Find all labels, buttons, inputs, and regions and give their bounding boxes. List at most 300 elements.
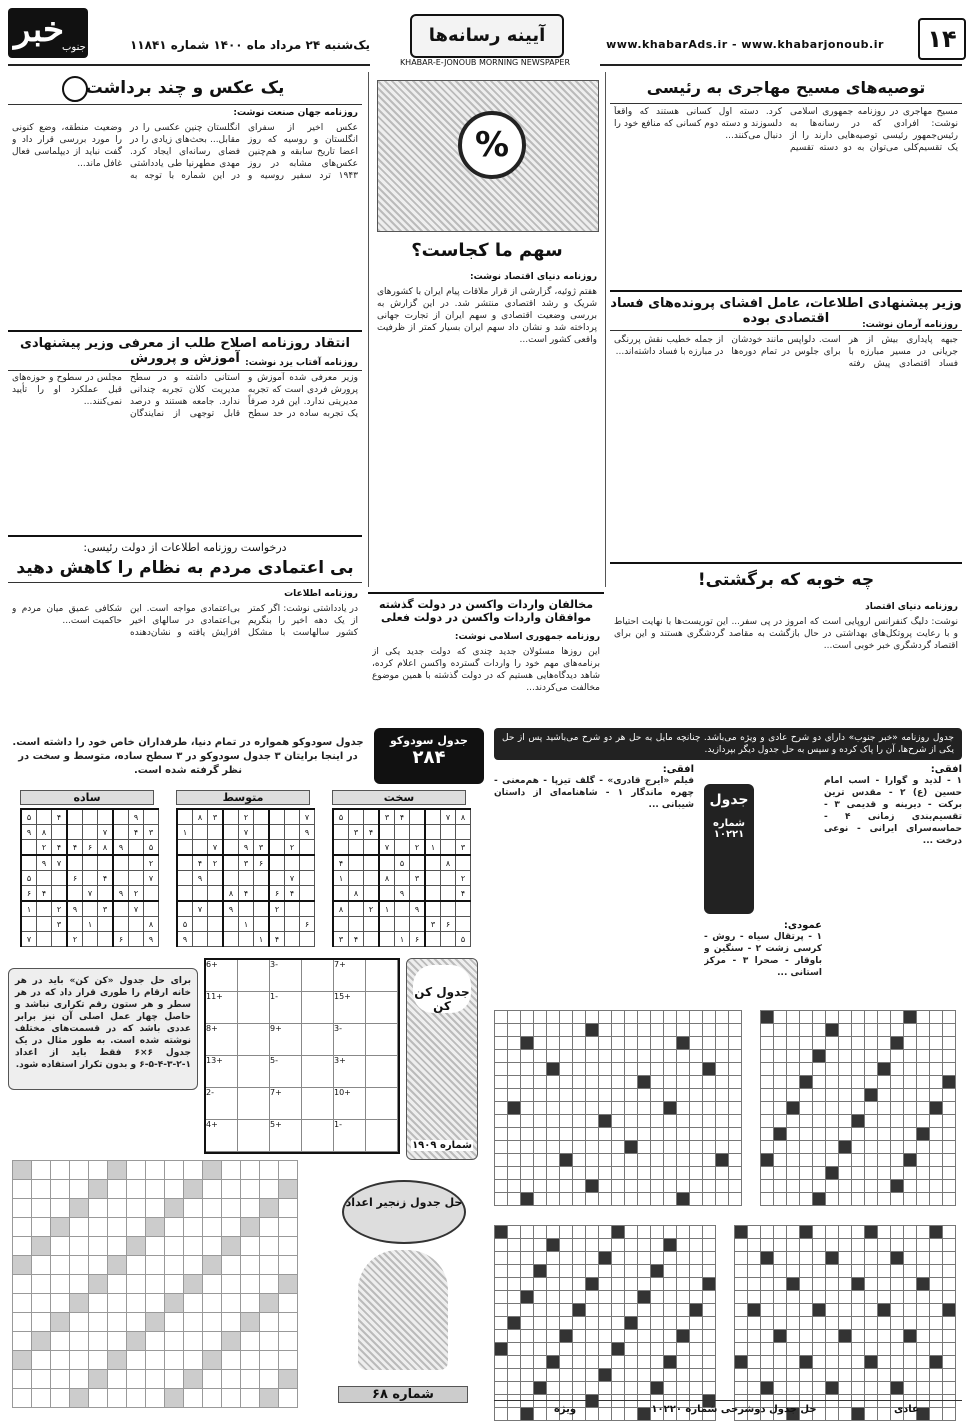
sudoku-cell[interactable] bbox=[333, 886, 349, 902]
crossword-cell[interactable] bbox=[890, 1192, 904, 1206]
crossword-cell[interactable] bbox=[903, 1062, 917, 1076]
crossword-cell[interactable] bbox=[864, 1088, 878, 1102]
crossword-cell[interactable] bbox=[663, 1238, 677, 1252]
sudoku-cell[interactable]: ۲ bbox=[239, 809, 254, 825]
crossword-cell[interactable] bbox=[572, 1153, 586, 1167]
sudoku-cell[interactable] bbox=[177, 901, 193, 917]
crossword-cell[interactable] bbox=[611, 1342, 625, 1356]
crossword-cell[interactable] bbox=[838, 1225, 852, 1239]
crossword-cell[interactable] bbox=[572, 1127, 586, 1141]
crossword-cell[interactable] bbox=[494, 1277, 508, 1291]
chain-cell[interactable] bbox=[69, 1160, 89, 1180]
chain-cell[interactable] bbox=[278, 1388, 298, 1408]
crossword-cell[interactable] bbox=[903, 1251, 917, 1265]
sudoku-cell[interactable] bbox=[98, 917, 114, 932]
chain-cell[interactable] bbox=[278, 1331, 298, 1351]
sudoku-cell[interactable]: ۵ bbox=[333, 809, 349, 825]
crossword-cell[interactable] bbox=[637, 1192, 651, 1206]
sudoku-cell[interactable] bbox=[425, 932, 441, 947]
chain-cell[interactable] bbox=[88, 1198, 108, 1218]
crossword-cell[interactable] bbox=[890, 1088, 904, 1102]
crossword-cell[interactable] bbox=[624, 1277, 638, 1291]
crossword-cell[interactable] bbox=[890, 1355, 904, 1369]
crossword-cell[interactable] bbox=[598, 1140, 612, 1154]
crossword-cell[interactable] bbox=[916, 1101, 930, 1115]
crossword-cell[interactable] bbox=[494, 1127, 508, 1141]
crossword-cell[interactable] bbox=[533, 1251, 547, 1265]
crossword-cell[interactable] bbox=[559, 1075, 573, 1089]
chain-cell[interactable] bbox=[31, 1255, 51, 1275]
crossword-cell[interactable] bbox=[825, 1251, 839, 1265]
crossword-cell[interactable] bbox=[877, 1127, 891, 1141]
crossword-cell[interactable] bbox=[812, 1166, 826, 1180]
sudoku-cell[interactable]: ۳ bbox=[410, 871, 426, 886]
chain-cell[interactable] bbox=[12, 1350, 32, 1370]
crossword-cell[interactable] bbox=[572, 1329, 586, 1343]
sudoku-grid-medium[interactable] bbox=[176, 808, 315, 947]
crossword-cell[interactable] bbox=[786, 1101, 800, 1115]
crossword-cell[interactable] bbox=[689, 1140, 703, 1154]
crossword-cell[interactable] bbox=[747, 1290, 761, 1304]
crossword-cell[interactable] bbox=[890, 1238, 904, 1252]
chain-cell[interactable] bbox=[88, 1217, 108, 1237]
chain-cell[interactable] bbox=[240, 1293, 260, 1313]
crossword-cell[interactable] bbox=[929, 1290, 943, 1304]
crossword-cell[interactable] bbox=[494, 1179, 508, 1193]
crossword-cell[interactable] bbox=[676, 1101, 690, 1115]
crossword-cell[interactable] bbox=[598, 1342, 612, 1356]
crossword-cell[interactable] bbox=[663, 1251, 677, 1265]
sudoku-cell[interactable] bbox=[223, 855, 239, 871]
crossword-cell[interactable] bbox=[760, 1140, 774, 1154]
crossword-cell[interactable] bbox=[864, 1166, 878, 1180]
sudoku-cell[interactable] bbox=[21, 917, 37, 932]
crossword-cell[interactable] bbox=[760, 1192, 774, 1206]
crossword-cell[interactable] bbox=[611, 1225, 625, 1239]
crossword-cell[interactable] bbox=[747, 1225, 761, 1239]
crossword-cell[interactable] bbox=[916, 1290, 930, 1304]
crossword-cell[interactable] bbox=[494, 1036, 508, 1050]
crossword-cell[interactable] bbox=[929, 1023, 943, 1037]
chain-cell[interactable] bbox=[145, 1369, 165, 1389]
crossword-cell[interactable] bbox=[728, 1010, 742, 1024]
sudoku-cell[interactable] bbox=[395, 840, 410, 856]
sudoku-cell[interactable]: ۹ bbox=[300, 825, 315, 840]
crossword-cell[interactable] bbox=[929, 1238, 943, 1252]
crossword-cell[interactable] bbox=[520, 1049, 534, 1063]
crossword-cell[interactable] bbox=[786, 1342, 800, 1356]
sudoku-cell[interactable]: ۸ bbox=[349, 886, 364, 902]
chain-cell[interactable] bbox=[164, 1217, 184, 1237]
sudoku-cell[interactable]: ۳ bbox=[144, 825, 159, 840]
sudoku-cell[interactable] bbox=[410, 825, 426, 840]
crossword-cell[interactable] bbox=[702, 1114, 716, 1128]
crossword-cell[interactable] bbox=[559, 1023, 573, 1037]
sudoku-cell[interactable] bbox=[364, 840, 380, 856]
crossword-cell[interactable] bbox=[637, 1010, 651, 1024]
chain-cell[interactable] bbox=[221, 1198, 241, 1218]
crossword-cell[interactable] bbox=[533, 1101, 547, 1115]
crossword-cell[interactable] bbox=[650, 1238, 664, 1252]
crossword-cell[interactable] bbox=[890, 1153, 904, 1167]
sudoku-cell[interactable] bbox=[425, 825, 441, 840]
crossword-cell[interactable] bbox=[890, 1290, 904, 1304]
crossword-cell[interactable] bbox=[773, 1316, 787, 1330]
crossword-cell[interactable] bbox=[877, 1075, 891, 1089]
crossword-cell[interactable] bbox=[786, 1238, 800, 1252]
crossword-cell[interactable] bbox=[929, 1166, 943, 1180]
sudoku-cell[interactable] bbox=[177, 871, 193, 886]
chain-cell[interactable] bbox=[183, 1236, 203, 1256]
crossword-cell[interactable] bbox=[864, 1225, 878, 1239]
chain-cell[interactable] bbox=[240, 1369, 260, 1389]
chain-cell[interactable] bbox=[145, 1160, 165, 1180]
crossword-cell[interactable] bbox=[916, 1381, 930, 1395]
kenken-cell[interactable] bbox=[366, 960, 398, 992]
crossword-cell[interactable] bbox=[825, 1049, 839, 1063]
crossword-cell[interactable] bbox=[676, 1062, 690, 1076]
chain-cell[interactable] bbox=[278, 1369, 298, 1389]
crossword-cell[interactable] bbox=[559, 1114, 573, 1128]
kenken-cell[interactable]: 7+ bbox=[270, 1088, 302, 1120]
crossword-cell[interactable] bbox=[676, 1303, 690, 1317]
crossword-cell[interactable] bbox=[812, 1049, 826, 1063]
crossword-cell[interactable] bbox=[916, 1303, 930, 1317]
chain-cell[interactable] bbox=[259, 1312, 279, 1332]
crossword-cell[interactable] bbox=[851, 1368, 865, 1382]
crossword-cell[interactable] bbox=[942, 1192, 956, 1206]
crossword-cell[interactable] bbox=[864, 1140, 878, 1154]
crossword-cell[interactable] bbox=[624, 1023, 638, 1037]
chain-cell[interactable] bbox=[202, 1388, 222, 1408]
crossword-cell[interactable] bbox=[903, 1290, 917, 1304]
crossword-cell[interactable] bbox=[546, 1127, 560, 1141]
chain-cell[interactable] bbox=[126, 1369, 146, 1389]
crossword-cell[interactable] bbox=[637, 1153, 651, 1167]
crossword-cell[interactable] bbox=[838, 1166, 852, 1180]
sudoku-cell[interactable]: ۷ bbox=[52, 855, 68, 871]
crossword-cell[interactable] bbox=[838, 1277, 852, 1291]
crossword-cell[interactable] bbox=[864, 1127, 878, 1141]
crossword-cell[interactable] bbox=[851, 1023, 865, 1037]
crossword-cell[interactable] bbox=[572, 1192, 586, 1206]
crossword-cell[interactable] bbox=[851, 1140, 865, 1154]
crossword-cell[interactable] bbox=[650, 1329, 664, 1343]
crossword-cell[interactable] bbox=[864, 1010, 878, 1024]
crossword-cell[interactable] bbox=[786, 1062, 800, 1076]
crossword-cell[interactable] bbox=[572, 1114, 586, 1128]
crossword-cell[interactable] bbox=[585, 1075, 599, 1089]
crossword-cell[interactable] bbox=[572, 1101, 586, 1115]
crossword-cell[interactable] bbox=[676, 1114, 690, 1128]
crossword-cell[interactable] bbox=[916, 1238, 930, 1252]
crossword-cell[interactable] bbox=[825, 1010, 839, 1024]
sudoku-cell[interactable] bbox=[379, 855, 395, 871]
chain-cell[interactable] bbox=[31, 1350, 51, 1370]
crossword-cell[interactable] bbox=[903, 1355, 917, 1369]
crossword-cell[interactable] bbox=[663, 1062, 677, 1076]
crossword-cell[interactable] bbox=[520, 1023, 534, 1037]
crossword-cell[interactable] bbox=[825, 1381, 839, 1395]
crossword-cell[interactable] bbox=[864, 1329, 878, 1343]
crossword-cell[interactable] bbox=[585, 1153, 599, 1167]
sudoku-cell[interactable] bbox=[300, 871, 315, 886]
chain-cell[interactable] bbox=[50, 1179, 70, 1199]
crossword-cell[interactable] bbox=[585, 1329, 599, 1343]
sudoku-cell[interactable]: ۵ bbox=[395, 855, 410, 871]
crossword-cell[interactable] bbox=[507, 1166, 521, 1180]
crossword-special-grid[interactable] bbox=[494, 1010, 749, 1210]
crossword-cell[interactable] bbox=[851, 1251, 865, 1265]
chain-cell[interactable] bbox=[221, 1160, 241, 1180]
crossword-cell[interactable] bbox=[747, 1342, 761, 1356]
crossword-cell[interactable] bbox=[786, 1010, 800, 1024]
crossword-cell[interactable] bbox=[773, 1049, 787, 1063]
crossword-cell[interactable] bbox=[663, 1036, 677, 1050]
sudoku-cell[interactable] bbox=[83, 932, 98, 947]
crossword-cell[interactable] bbox=[760, 1088, 774, 1102]
crossword-cell[interactable] bbox=[916, 1010, 930, 1024]
crossword-cell[interactable] bbox=[559, 1101, 573, 1115]
crossword-cell[interactable] bbox=[702, 1062, 716, 1076]
chain-cell[interactable] bbox=[126, 1217, 146, 1237]
crossword-cell[interactable] bbox=[734, 1225, 748, 1239]
crossword-cell[interactable] bbox=[760, 1381, 774, 1395]
crossword-cell[interactable] bbox=[676, 1381, 690, 1395]
crossword-cell[interactable] bbox=[520, 1153, 534, 1167]
crossword-cell[interactable] bbox=[546, 1355, 560, 1369]
crossword-cell[interactable] bbox=[624, 1225, 638, 1239]
crossword-cell[interactable] bbox=[663, 1381, 677, 1395]
crossword-cell[interactable] bbox=[702, 1342, 716, 1356]
chain-cell[interactable] bbox=[88, 1274, 108, 1294]
crossword-cell[interactable] bbox=[494, 1355, 508, 1369]
crossword-cell[interactable] bbox=[494, 1088, 508, 1102]
sudoku-cell[interactable] bbox=[67, 855, 83, 871]
crossword-cell[interactable] bbox=[520, 1225, 534, 1239]
crossword-cell[interactable] bbox=[838, 1251, 852, 1265]
crossword-cell[interactable] bbox=[851, 1342, 865, 1356]
crossword-cell[interactable] bbox=[890, 1036, 904, 1050]
crossword-cell[interactable] bbox=[650, 1153, 664, 1167]
crossword-cell[interactable] bbox=[760, 1277, 774, 1291]
crossword-cell[interactable] bbox=[494, 1316, 508, 1330]
crossword-cell[interactable] bbox=[624, 1036, 638, 1050]
chain-cell[interactable] bbox=[145, 1255, 165, 1275]
crossword-cell[interactable] bbox=[689, 1036, 703, 1050]
crossword-cell[interactable] bbox=[877, 1114, 891, 1128]
crossword-cell[interactable] bbox=[702, 1355, 716, 1369]
crossword-cell[interactable] bbox=[877, 1023, 891, 1037]
chain-cell[interactable] bbox=[202, 1293, 222, 1313]
crossword-cell[interactable] bbox=[715, 1140, 729, 1154]
sudoku-cell[interactable]: ۴ bbox=[98, 871, 114, 886]
crossword-cell[interactable] bbox=[663, 1140, 677, 1154]
crossword-cell[interactable] bbox=[916, 1023, 930, 1037]
crossword-cell[interactable] bbox=[903, 1127, 917, 1141]
crossword-cell[interactable] bbox=[637, 1075, 651, 1089]
crossword-cell[interactable] bbox=[689, 1166, 703, 1180]
crossword-cell[interactable] bbox=[650, 1381, 664, 1395]
crossword-cell[interactable] bbox=[838, 1303, 852, 1317]
sudoku-cell[interactable] bbox=[364, 932, 380, 947]
crossword-cell[interactable] bbox=[702, 1166, 716, 1180]
crossword-cell[interactable] bbox=[663, 1166, 677, 1180]
chain-cell[interactable] bbox=[50, 1217, 70, 1237]
crossword-cell[interactable] bbox=[715, 1049, 729, 1063]
crossword-cell[interactable] bbox=[689, 1114, 703, 1128]
crossword-cell[interactable] bbox=[760, 1153, 774, 1167]
crossword-cell[interactable] bbox=[533, 1277, 547, 1291]
sudoku-cell[interactable] bbox=[441, 932, 456, 947]
crossword-cell[interactable] bbox=[689, 1010, 703, 1024]
crossword-cell[interactable] bbox=[689, 1329, 703, 1343]
sudoku-cell[interactable] bbox=[300, 901, 315, 917]
crossword-cell[interactable] bbox=[650, 1127, 664, 1141]
crossword-cell[interactable] bbox=[929, 1140, 943, 1154]
crossword-cell[interactable] bbox=[507, 1075, 521, 1089]
crossword-cell[interactable] bbox=[559, 1166, 573, 1180]
crossword-cell[interactable] bbox=[916, 1153, 930, 1167]
crossword-cell[interactable] bbox=[877, 1329, 891, 1343]
chain-cell[interactable] bbox=[50, 1369, 70, 1389]
chain-cell[interactable] bbox=[50, 1293, 70, 1313]
crossword-cell[interactable] bbox=[689, 1088, 703, 1102]
crossword-cell[interactable] bbox=[838, 1049, 852, 1063]
crossword-cell[interactable] bbox=[838, 1036, 852, 1050]
crossword-cell[interactable] bbox=[702, 1049, 716, 1063]
crossword-cell[interactable] bbox=[851, 1075, 865, 1089]
chain-cell[interactable] bbox=[145, 1236, 165, 1256]
sudoku-cell[interactable] bbox=[67, 809, 83, 825]
sudoku-cell[interactable] bbox=[269, 825, 285, 840]
crossword-cell[interactable] bbox=[676, 1140, 690, 1154]
chain-cell[interactable] bbox=[107, 1312, 127, 1332]
chain-cell[interactable] bbox=[259, 1331, 279, 1351]
crossword-cell[interactable] bbox=[585, 1368, 599, 1382]
sudoku-cell[interactable] bbox=[410, 886, 426, 902]
crossword-cell[interactable] bbox=[929, 1062, 943, 1076]
crossword-cell[interactable] bbox=[903, 1049, 917, 1063]
sudoku-cell[interactable]: ۹ bbox=[177, 932, 193, 947]
chain-cell[interactable] bbox=[107, 1331, 127, 1351]
crossword-cell[interactable] bbox=[689, 1316, 703, 1330]
chain-cell[interactable] bbox=[145, 1198, 165, 1218]
crossword-cell[interactable] bbox=[877, 1316, 891, 1330]
crossword-cell[interactable] bbox=[637, 1290, 651, 1304]
crossword-cell[interactable] bbox=[494, 1290, 508, 1304]
crossword-cell[interactable] bbox=[702, 1179, 716, 1193]
crossword-cell[interactable] bbox=[676, 1290, 690, 1304]
crossword-cell[interactable] bbox=[611, 1381, 625, 1395]
sudoku-cell[interactable] bbox=[269, 809, 285, 825]
chain-cell[interactable] bbox=[12, 1255, 32, 1275]
crossword-cell[interactable] bbox=[929, 1277, 943, 1291]
crossword-cell[interactable] bbox=[799, 1101, 813, 1115]
chain-cell[interactable] bbox=[50, 1350, 70, 1370]
sudoku-cell[interactable] bbox=[208, 825, 224, 840]
chain-cell[interactable] bbox=[107, 1293, 127, 1313]
crossword-cell[interactable] bbox=[637, 1238, 651, 1252]
crossword-cell[interactable] bbox=[877, 1192, 891, 1206]
crossword-cell[interactable] bbox=[507, 1368, 521, 1382]
crossword-cell[interactable] bbox=[676, 1192, 690, 1206]
sudoku-cell[interactable] bbox=[193, 886, 208, 902]
chain-cell[interactable] bbox=[31, 1160, 51, 1180]
crossword-cell[interactable] bbox=[715, 1075, 729, 1089]
chain-cell[interactable] bbox=[126, 1160, 146, 1180]
sudoku-cell[interactable] bbox=[37, 917, 52, 932]
crossword-cell[interactable] bbox=[760, 1225, 774, 1239]
crossword-cell[interactable] bbox=[663, 1075, 677, 1089]
chain-cell[interactable] bbox=[50, 1236, 70, 1256]
crossword-cell[interactable] bbox=[728, 1179, 742, 1193]
crossword-cell[interactable] bbox=[786, 1329, 800, 1343]
crossword-cell[interactable] bbox=[851, 1316, 865, 1330]
crossword-cell[interactable] bbox=[611, 1303, 625, 1317]
kenken-cell[interactable] bbox=[238, 1024, 270, 1056]
crossword-cell[interactable] bbox=[890, 1101, 904, 1115]
crossword-cell[interactable] bbox=[689, 1303, 703, 1317]
crossword-cell[interactable] bbox=[559, 1329, 573, 1343]
sudoku-cell[interactable]: ۴ bbox=[239, 886, 254, 902]
chain-cell[interactable] bbox=[202, 1217, 222, 1237]
crossword-cell[interactable] bbox=[494, 1303, 508, 1317]
crossword-cell[interactable] bbox=[903, 1101, 917, 1115]
crossword-cell[interactable] bbox=[747, 1277, 761, 1291]
kenken-cell[interactable] bbox=[302, 992, 334, 1024]
crossword-cell[interactable] bbox=[663, 1088, 677, 1102]
sudoku-cell[interactable] bbox=[193, 825, 208, 840]
crossword-cell[interactable] bbox=[585, 1342, 599, 1356]
sudoku-cell[interactable] bbox=[83, 901, 98, 917]
crossword-cell[interactable] bbox=[851, 1062, 865, 1076]
crossword-cell[interactable] bbox=[559, 1010, 573, 1024]
sudoku-cell[interactable] bbox=[379, 932, 395, 947]
crossword-cell[interactable] bbox=[624, 1010, 638, 1024]
crossword-cell[interactable] bbox=[585, 1088, 599, 1102]
crossword-cell[interactable] bbox=[546, 1290, 560, 1304]
crossword-cell[interactable] bbox=[702, 1010, 716, 1024]
chain-cell[interactable] bbox=[221, 1388, 241, 1408]
chain-cell[interactable] bbox=[278, 1198, 298, 1218]
crossword-cell[interactable] bbox=[747, 1355, 761, 1369]
crossword-cell[interactable] bbox=[942, 1153, 956, 1167]
chain-cell[interactable] bbox=[164, 1293, 184, 1313]
crossword-cell[interactable] bbox=[747, 1238, 761, 1252]
crossword-cell[interactable] bbox=[559, 1127, 573, 1141]
crossword-cell[interactable] bbox=[702, 1277, 716, 1291]
chain-cell[interactable] bbox=[202, 1198, 222, 1218]
sudoku-cell[interactable] bbox=[425, 809, 441, 825]
chain-cell[interactable] bbox=[202, 1236, 222, 1256]
crossword-cell[interactable] bbox=[689, 1225, 703, 1239]
crossword-cell[interactable] bbox=[494, 1140, 508, 1154]
crossword-cell[interactable] bbox=[572, 1264, 586, 1278]
crossword-cell[interactable] bbox=[702, 1153, 716, 1167]
crossword-cell[interactable] bbox=[942, 1101, 956, 1115]
chain-cell[interactable] bbox=[183, 1274, 203, 1294]
crossword-cell[interactable] bbox=[702, 1329, 716, 1343]
crossword-cell[interactable] bbox=[546, 1010, 560, 1024]
crossword-cell[interactable] bbox=[637, 1381, 651, 1395]
crossword-cell[interactable] bbox=[598, 1316, 612, 1330]
crossword-cell[interactable] bbox=[507, 1088, 521, 1102]
chain-cell[interactable] bbox=[259, 1388, 279, 1408]
crossword-cell[interactable] bbox=[786, 1127, 800, 1141]
crossword-cell[interactable] bbox=[812, 1140, 826, 1154]
chain-cell[interactable] bbox=[240, 1388, 260, 1408]
